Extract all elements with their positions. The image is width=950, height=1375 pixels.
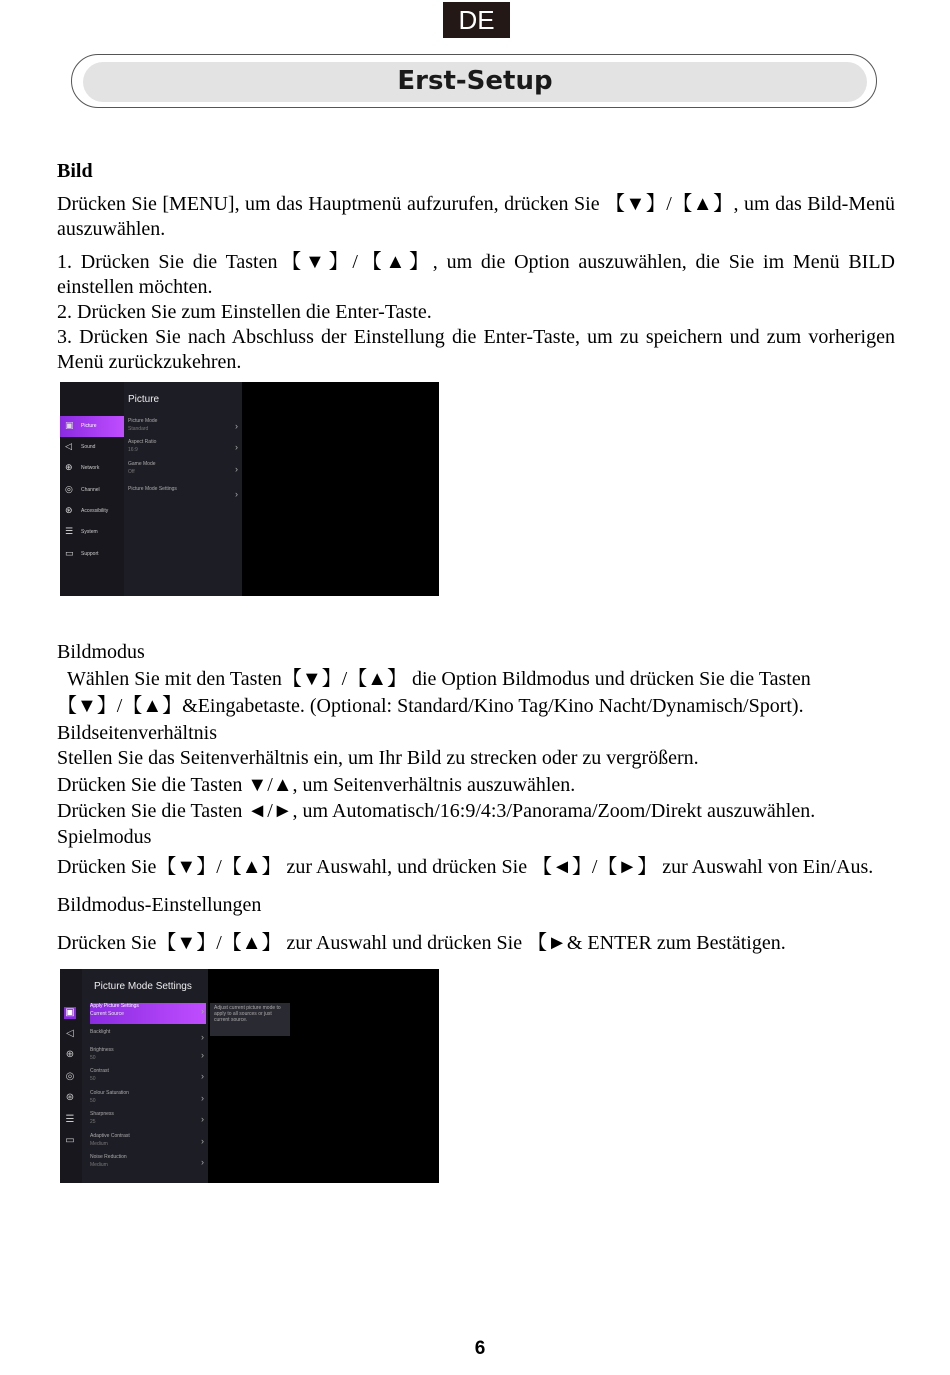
tv-nav-item-channel[interactable] (60, 480, 124, 501)
tv-nav-label: Accessibility (81, 508, 109, 514)
seitenverhaeltnis-line-2: Drücken Sie die Tasten ▼/▲, um Seitenverhältnis auszuwählen. (57, 774, 576, 796)
tv-option-value: Off (128, 469, 135, 475)
tv-option-label: Backlight (90, 1029, 111, 1035)
tv-nav-item-support[interactable] (60, 544, 124, 565)
channel-icon[interactable]: ◎ (65, 1071, 75, 1082)
tv-nav-item-accessibility[interactable] (60, 501, 124, 522)
tv-option-label: Brightness (90, 1047, 114, 1053)
tv-option-label: Noise Reduction (90, 1154, 127, 1160)
chevron-right-icon: › (201, 1093, 204, 1103)
bild-intro-paragraph: Drücken Sie [MENU], um das Hauptmenü aufzurufen, drücken Sie 【▼】/【▲】, um das Bild-Menü auszuwählen. (57, 193, 895, 240)
tv-option-value: 25 (90, 1119, 96, 1125)
tv-option-label: Picture Mode Settings (128, 486, 177, 492)
tv-nav-label: Sound (81, 444, 96, 450)
tv-nav-label: Channel (81, 487, 100, 493)
tv-option-value: 16:9 (128, 447, 138, 453)
tv-panel-title: Picture Mode Settings (94, 981, 192, 992)
chevron-right-icon: › (201, 1050, 204, 1060)
tv-option-value: Medium (90, 1162, 108, 1168)
tv-option-game-mode[interactable] (128, 461, 240, 481)
tv-nav-label: System (81, 529, 98, 535)
bildmodus-line-2: 【▼】/【▲】&Eingabetaste. (Optional: Standard/Kino Tag/Kino Nacht/Dynamisch/Sport). (57, 695, 804, 717)
chevron-right-icon: › (201, 1006, 204, 1016)
bildmodus-einstellungen-line: Drücken Sie【▼】/【▲】 zur Auswahl und drücken Sie 【►& ENTER zum Bestätigen. (57, 932, 786, 954)
support-icon: ▭ (65, 548, 74, 558)
chevron-right-icon: › (201, 1032, 204, 1042)
bild-step-3: 3. Drücken Sie nach Abschluss der Einstellung die Enter-Taste, um zu speichern und zum vorherigen Menü zurückzukehren. (57, 326, 895, 373)
tv-option-noise-reduction[interactable] (90, 1154, 206, 1175)
tv-option-value: 50 (90, 1055, 96, 1061)
tv-option-label: Contrast (90, 1068, 109, 1074)
tv-option-label: Game Mode (128, 461, 156, 467)
tv-nav-label: Picture (81, 423, 97, 429)
globe-icon: ⊕ (65, 462, 73, 472)
tv-nav-item-picture[interactable] (60, 416, 124, 437)
tv-option-value: 50 (90, 1076, 96, 1082)
tv-option-apply-picture-settings[interactable] (90, 1003, 206, 1024)
page-number: 6 (474, 1338, 486, 1359)
heading-spielmodus: Spielmodus (57, 826, 152, 848)
tv-nav-label: Network (81, 465, 100, 471)
bildmodus-line-1: Wählen Sie mit den Tasten【▼】/【▲】 die Option Bildmodus und drücken Sie die Tasten (67, 668, 811, 690)
seitenverhaeltnis-line-3: Drücken Sie die Tasten ◄/►, um Automatisch/16:9/4:3/Panorama/Zoom/Direkt auszuwählen. (57, 800, 816, 822)
tv-panel-title: Picture (128, 394, 160, 405)
chevron-right-icon: › (235, 464, 238, 474)
support-icon[interactable]: ▭ (65, 1135, 75, 1146)
picture-icon: ▣ (65, 420, 74, 430)
tv-option-label: Colour Saturation (90, 1090, 129, 1096)
system-icon: ☰ (65, 526, 74, 536)
tv-help-tooltip: Adjust current picture mode to apply to all sources or just current source. (210, 1003, 290, 1036)
globe-icon[interactable]: ⊕ (65, 1049, 75, 1060)
tv-nav-item-system[interactable] (60, 522, 124, 543)
picture-menu-screenshot (60, 382, 439, 596)
tv-option-brightness[interactable] (90, 1047, 206, 1068)
chevron-right-icon: › (201, 1071, 204, 1081)
chevron-right-icon: › (235, 421, 238, 431)
tv-option-picture-mode-settings[interactable] (128, 486, 240, 506)
picture-icon[interactable]: ▣ (65, 1007, 75, 1018)
tv-nav-label: Support (81, 551, 99, 557)
language-badge: DE (443, 2, 510, 38)
heading-bildmodus: Bildmodus (57, 641, 145, 663)
tv-option-value: Standard (128, 426, 149, 432)
tv-nav-item-network[interactable] (60, 458, 124, 479)
spielmodus-line: Drücken Sie【▼】/【▲】 zur Auswahl, und drücken Sie 【◄】/【►】 zur Auswahl von Ein/Aus. (57, 856, 874, 878)
tv-option-colour-saturation[interactable] (90, 1090, 206, 1111)
chevron-right-icon: › (201, 1114, 204, 1124)
tv-option-value: 50 (90, 1098, 96, 1104)
sound-icon: ◁ (65, 441, 72, 451)
accessibility-icon: ⊛ (65, 505, 73, 515)
tv-option-label: Picture Mode (128, 418, 158, 424)
tv-option-aspect-ratio[interactable] (128, 439, 240, 459)
tv-option-label: Aspect Ratio (128, 439, 157, 445)
page-title: Erst-Setup (83, 62, 867, 102)
tv-option-label: Sharpness (90, 1111, 114, 1117)
heading-bildmodus-einstellungen: Bildmodus-Einstellungen (57, 894, 262, 916)
chevron-right-icon: › (235, 489, 238, 499)
tv-option-contrast[interactable] (90, 1068, 206, 1089)
seitenverhaeltnis-line-1: Stellen Sie das Seitenverhältnis ein, um Ihr Bild zu strecken oder zu vergrößern. (57, 747, 699, 769)
chevron-right-icon: › (201, 1157, 204, 1167)
tv-option-value: Current Source (90, 1011, 124, 1017)
tv-option-value: Medium (90, 1141, 108, 1147)
chevron-right-icon: › (201, 1136, 204, 1146)
tv-option-label: Apply Picture Settings (90, 1003, 139, 1009)
heading-bildseitenverhaeltnis: Bildseitenverhältnis (57, 722, 217, 744)
bild-step-1: 1. Drücken Sie die Tasten【▼】/【▲】, um die Option auszuwählen, die Sie im Menü BILD einstellen möchten. (57, 251, 895, 298)
accessibility-icon[interactable]: ⊛ (65, 1092, 75, 1103)
channel-icon: ◎ (65, 484, 73, 494)
section-heading-bild: Bild (57, 160, 93, 182)
tv-nav-item-sound[interactable] (60, 437, 124, 458)
picture-mode-settings-screenshot (60, 969, 439, 1183)
system-icon[interactable]: ☰ (65, 1114, 75, 1125)
tv-option-adaptive-contrast[interactable] (90, 1133, 206, 1154)
tv-option-label: Adaptive Contrast (90, 1133, 130, 1139)
tv-option-picture-mode[interactable] (128, 418, 240, 438)
bild-step-2: 2. Drücken Sie zum Einstellen die Enter-Taste. (57, 301, 432, 323)
tv-option-sharpness[interactable] (90, 1111, 206, 1132)
chevron-right-icon: › (235, 442, 238, 452)
sound-icon[interactable]: ◁ (66, 1028, 74, 1039)
